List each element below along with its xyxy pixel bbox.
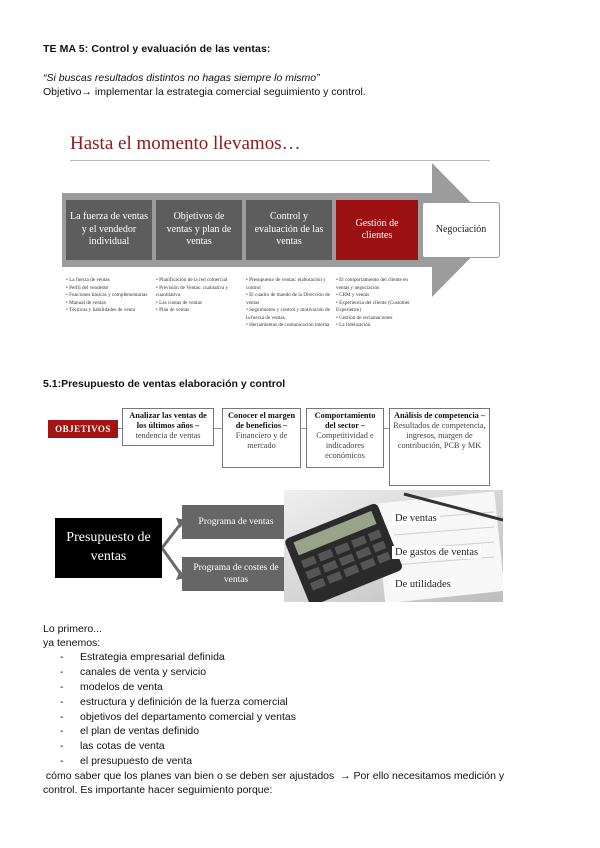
stage-client-management: Gestión de clientes [336,200,418,260]
bullet-item: • Perfil del vendedor [66,285,152,293]
bullet-item: • Herramientas de comunicación interna [246,322,332,330]
bullet-item: • El cuadro de mando de la Dirección de ventas [246,292,332,307]
progress-slide [62,125,500,357]
list-item: - canales de venta y servicio [60,666,207,678]
bullets-col-2 [156,277,242,315]
objetivos-tag: OBJETIVOS [48,420,118,438]
budget-main-box: Presupuesto de ventas [55,518,162,578]
list-item: - estructura y definición de la fuerza comercial [60,696,288,708]
bullets-col-4 [336,277,422,330]
bullet-item: • Presupuesto de ventas: elaboración y control [246,277,332,292]
section-title: 5.1:Presupuesto de ventas elaboración y control [43,378,286,390]
objective-box-sector [306,408,384,468]
list-item: - Estrategia empresarial definida [60,651,225,663]
bullet-item: • La fidelización [336,322,422,330]
sales-cost-program-box: Programa de costes de ventas [182,557,290,591]
bullet-item: • Planificación de la red comercial [156,277,242,285]
bullet-item: • La fuerza de ventas [66,277,152,285]
stage-control-evaluation: Control y evaluación de las ventas [246,200,332,260]
closing-line-2: control. Es importante hacer seguimiento porque: [43,784,273,796]
title-underline [70,160,490,161]
stage-sales-force: La fuerza de ventas y el vendedor individual [66,200,152,260]
sales-program-box: Programa de ventas [182,505,290,539]
objective-box-sales-analysis [122,408,214,446]
bullet-item: • Manual de ventas [66,300,152,308]
objective-box-head: Conocer el margen de beneficios – [227,411,296,431]
objective-box-head: Análisis de competencia – [393,411,486,420]
intro-line-1: Lo primero... [43,623,102,635]
objective-box-margin [222,408,301,468]
objective-box-body: Resultados de competencia, ingresos, margen de contribución, PCB y MK [393,421,486,451]
bullet-item: • Funciones básicas y complementarias [66,292,152,300]
list-item: - modelos de venta [60,681,163,693]
quote-text: “Si buscas resultados distintos no hagas siempre lo mismo” [43,72,320,84]
bullet-item: • El comportamiento del cliente en ventas y negociación [336,277,422,292]
bullet-item: • Seguimiento y control y motivación de la fuerza de ventas [246,307,332,322]
closing-line-1: cómo saber que los planes van bien o se deben ser ajustados → Por ello necesitamos medición y [43,770,505,782]
objective-box-body: tendencia de ventas [135,431,201,441]
objective-box-head: Analizar las ventas de los últimos años – [129,411,207,431]
bullet-item: • Gestión de reclamaciones [336,315,422,323]
objective-box-competition [389,408,490,486]
objective-box-head: Comportamiento del sector – [314,411,376,431]
intro-line-2: ya tenemos: [43,637,101,649]
list-item: - el presupuesto de venta [60,755,193,767]
bullets-col-1 [66,277,152,315]
slide-title: Hasta el momento llevamos… [70,133,301,154]
objective-text: Objetivo→ implementar la estrategia comercial seguimiento y control. [43,86,366,98]
bullet-item: • Las cuotas de ventas [156,300,242,308]
document-title: TE MA 5: Control y evaluación de las ventas: [43,43,271,55]
list-item: - las cotas de venta [60,740,165,752]
label-profits: De utilidades [392,578,454,591]
label-sales: De ventas [392,512,440,525]
bullet-item: • CRM y ventas [336,292,422,300]
bullet-item: • Previsión de Ventas: cualitativa y cuantitativa [156,285,242,300]
objective-box-body: Competitividad e indicadores económicos [316,431,374,461]
bullet-item: • Plan de ventas [156,307,242,315]
stage-sales-objectives: Objetivos de ventas y plan de ventas [156,200,242,260]
label-sales-expenses: De gastos de ventas [392,546,481,559]
bullet-item: • Experiencia del cliente (Customer Experience) [336,300,422,315]
objective-box-body: Financiero y de mercado [235,431,288,451]
stage-negotiation: Negociación [422,202,500,258]
list-item: - el plan de ventas definido [60,725,200,737]
bullet-item: • Técnicas y habilidades de venta [66,307,152,315]
list-item: - objetivos del departamento comercial y ventas [60,711,296,723]
bullets-col-3 [246,277,332,330]
